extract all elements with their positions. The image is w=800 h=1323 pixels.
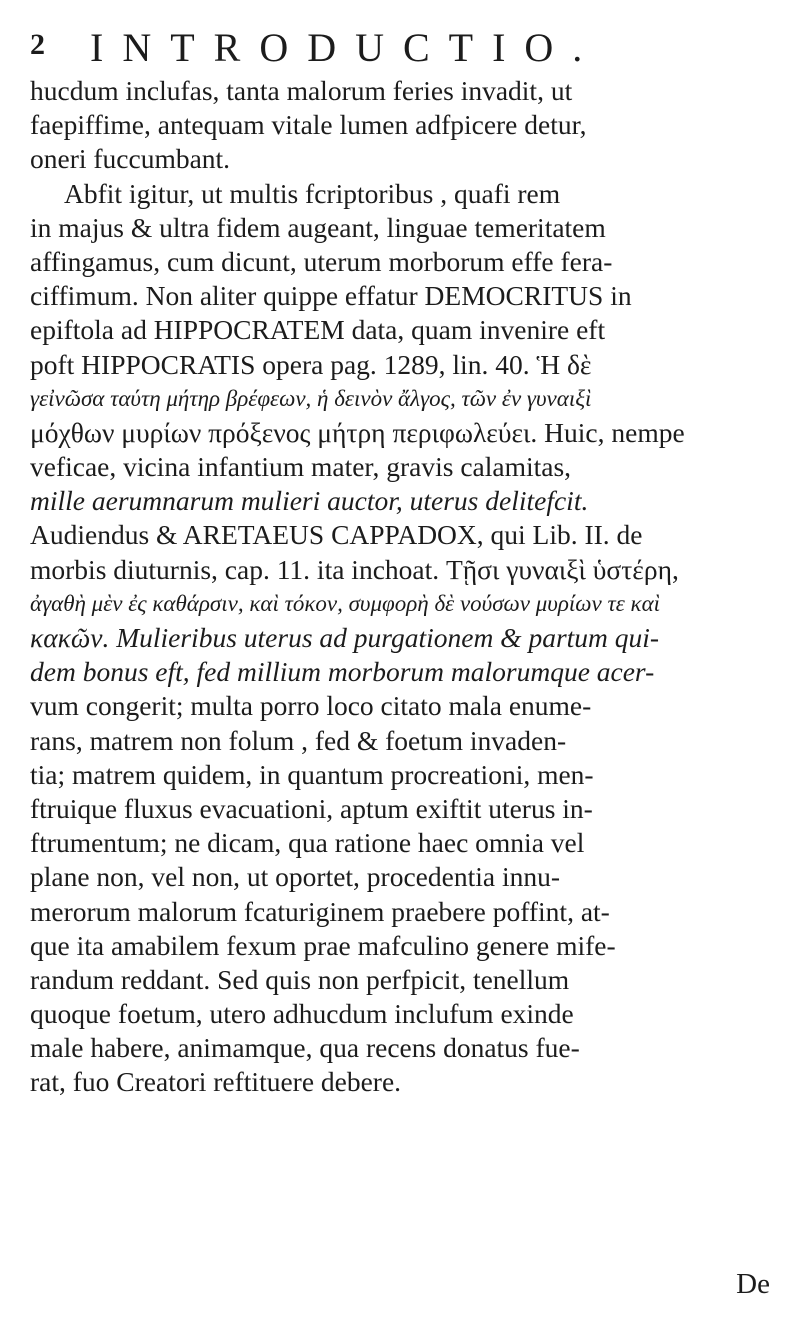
greek-quote-line: ἀγαθὴ μὲν ἐς καθάρσιν, καὶ τόκον, συμφορὴ δὲ νούσων μυρίων τε καὶ — [30, 590, 661, 616]
text-line: κακῶν. Mulieribus uterus ad purgationem & partum qui- — [30, 622, 660, 653]
running-title: INTRODUCTIO. — [90, 25, 602, 70]
text-line: male habere, animamque, qua recens donatus fue- — [30, 1032, 580, 1064]
text-line: merorum malorum fcaturiginem praebere poffint, at- — [30, 895, 610, 927]
text-line: affingamus, cum dicunt, uterum morborum effe fera- — [30, 245, 613, 277]
paragraph-start-line: Abfit igitur, ut multis fcriptoribus , quafi rem — [64, 177, 561, 209]
text-line: faepiffime, antequam vitale lumen adfpicere detur, — [30, 109, 587, 141]
text-line: ftrumentum; ne dicam, qua ratione haec omnia vel — [30, 827, 585, 859]
text-line: ftruique fluxus evacuationi, aptum exiftit uterus in- — [30, 792, 593, 824]
text-line: μόχθων μυρίων πρόξενος μήτρη περιφωλεύει. Huic, nempe — [30, 416, 685, 448]
text-line: hucdum inclufas, tanta malorum feries invadit, ut — [30, 75, 573, 106]
text-line: in majus & ultra fidem augeant, linguae temeritatem — [30, 211, 606, 243]
text-line: rans, matrem non folum , fed & foetum invaden- — [30, 724, 567, 756]
text-line: mille aerumnarum mulieri auctor, uterus delitefcit. — [30, 485, 589, 517]
text-line: veficae, vicina infantium mater, gravis calamitas, — [30, 451, 572, 483]
text-line: rat, fuo Creatori reftituere debere. — [30, 1066, 402, 1098]
text-line: oneri fuccumbant. — [30, 143, 231, 175]
text-line: epiftola ad HIPPOCRATEM data, quam invenire eft — [30, 314, 606, 346]
text-line: morbis diuturnis, cap. 11. ita inchoat. Τῇσι γυναιξὶ ὑστέρη, — [30, 553, 679, 585]
text-line: tia; matrem quidem, in quantum procreationi, men- — [30, 758, 594, 790]
text-line: ciffimum. Non aliter quippe effatur DEMOCRITUS in — [30, 280, 632, 312]
text-line: randum reddant. Sed quis non perfpicit, tenellum — [30, 963, 570, 995]
text-line: que ita amabilem fexum prae mafculino genere mife- — [30, 929, 616, 961]
text-line: vum congerit; multa porro loco citato mala enume- — [30, 690, 592, 722]
text-line: plane non, vel non, ut oportet, procedentia innu- — [30, 861, 560, 893]
greek-quote-line: γεἰνῶσα ταύτη μήτηρ βρέφεων, ἡ δεινὸν ἄλγος, τῶν ἐν γυναιξὶ — [30, 385, 592, 411]
running-head — [30, 24, 770, 70]
text-line: Audiendus & ARETAEUS CAPPADOX, qui Lib. II. de — [30, 519, 643, 551]
text-line: dem bonus eft, fed millium morborum malorumque acer- — [30, 656, 655, 688]
page-number: 2 — [30, 28, 45, 61]
text-line: poft HIPPOCRATIS opera pag. 1289, lin. 40. Ἡ δὲ — [30, 348, 592, 380]
catchword: De — [736, 1268, 770, 1300]
body-text — [30, 74, 778, 1100]
text-line: quoque foetum, utero adhucdum inclufum exinde — [30, 998, 574, 1030]
